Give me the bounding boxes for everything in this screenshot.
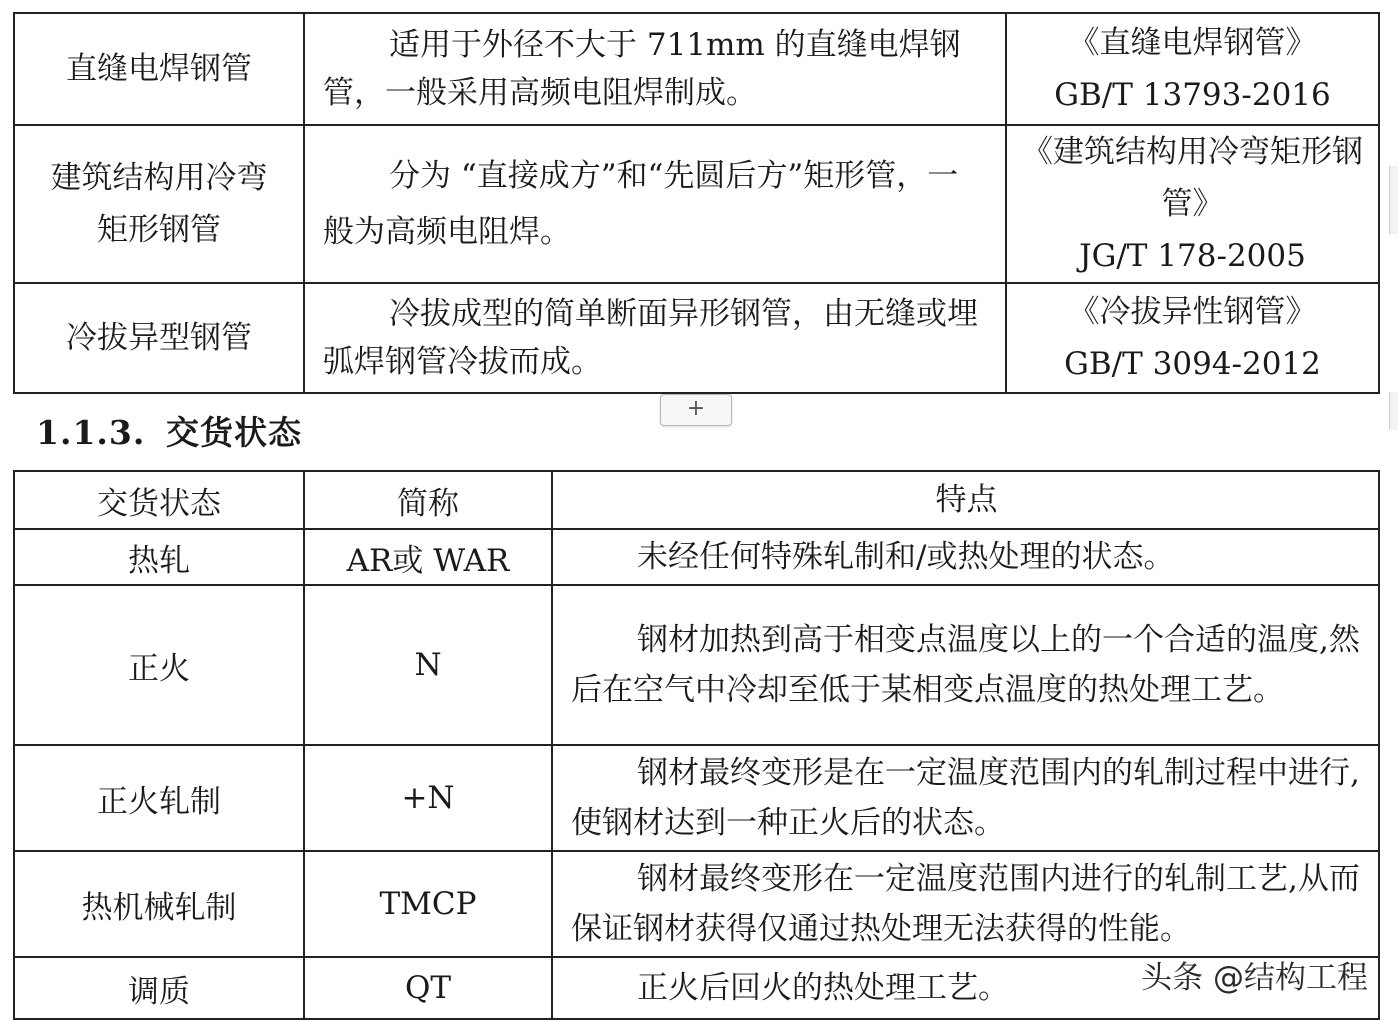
abbr-cell: QT — [304, 957, 552, 1019]
pipe-standard-cell — [1006, 125, 1379, 283]
standard-code: GB/T 13793-2016 — [1054, 77, 1331, 113]
feature-cell — [552, 745, 1379, 851]
standard-title: 《直缝电焊钢管》 — [1068, 25, 1317, 61]
pipe-standard-cell — [1006, 283, 1379, 393]
state-cell: 正火 — [14, 585, 304, 745]
pipe-name: 建筑结构用冷弯矩形钢管 — [50, 160, 268, 248]
feature-text: 钢材加热到高于相变点温度以上的一个合适的温度,然后在空气中冷却至低于某相变点温度的热处理工艺。 — [571, 622, 1360, 708]
feature-cell — [552, 851, 1379, 957]
abbr-cell: N — [304, 585, 552, 745]
feature-text: 未经任何特殊轧制和/或热处理的状态。 — [637, 539, 1175, 575]
pipe-desc: 冷拔成型的简单断面异形钢管，由无缝或埋弧焊钢管冷拔而成。 — [323, 296, 978, 380]
pipe-standard-cell — [1006, 13, 1379, 125]
table-header-row — [14, 471, 1379, 529]
column-header: 特点 — [552, 471, 1379, 529]
feature-cell — [552, 529, 1379, 585]
state-cell: 热机械轧制 — [14, 851, 304, 957]
pipe-desc: 适用于外径不大于 711mm 的直缝电焊钢管，一般采用高频电阻焊制成。 — [323, 27, 961, 111]
pipe-desc-cell — [304, 283, 1006, 393]
abbr-cell: +N — [304, 745, 552, 851]
feature-text: 钢材最终变形是在一定温度范围内的轧制过程中进行,使钢材达到一种正火后的状态。 — [571, 755, 1360, 841]
pipe-desc: 分为 “直接成方”和“先圆后方”矩形管，一般为高频电阻焊。 — [323, 158, 959, 250]
standard-title: 《冷拔异性钢管》 — [1068, 294, 1317, 330]
pipe-types-table — [13, 12, 1380, 394]
pipe-desc-cell — [304, 13, 1006, 125]
feature-text: 钢材最终变形在一定温度范围内进行的轧制工艺,从而保证钢材获得仅通过热处理无法获得的性能。 — [571, 861, 1360, 947]
state-cell: 热轧 — [14, 529, 304, 585]
state-cell: 正火轧制 — [14, 745, 304, 851]
pipe-name-cell — [14, 283, 304, 393]
watermark: 头条 @结构工程 — [1141, 960, 1368, 996]
plus-icon: + — [686, 396, 706, 421]
standard-code: GB/T 3094-2012 — [1064, 346, 1321, 382]
standard-code: JG/T 178-2005 — [1079, 238, 1306, 274]
pipe-name: 直缝电焊钢管 — [66, 51, 252, 87]
feature-text: 正火后回火的热处理工艺。 — [637, 970, 1009, 1006]
section-title: 交货状态 — [166, 413, 302, 452]
standard-title: 《建筑结构用冷弯矩形钢管》 — [1022, 134, 1363, 222]
table-row — [14, 745, 1379, 851]
add-row-button[interactable] — [660, 394, 732, 426]
table-row — [14, 851, 1379, 957]
table-row — [14, 585, 1379, 745]
pipe-desc-cell — [304, 125, 1006, 283]
scroll-handle[interactable] — [1389, 392, 1398, 430]
table-row — [14, 529, 1379, 585]
delivery-state-table — [13, 470, 1380, 1020]
pipe-name-cell — [14, 13, 304, 125]
abbr-cell: AR或 WAR — [304, 529, 552, 585]
state-cell: 调质 — [14, 957, 304, 1019]
section-heading — [36, 410, 302, 456]
table-row — [14, 125, 1379, 283]
column-header: 简称 — [304, 471, 552, 529]
pipe-name: 冷拔异型钢管 — [66, 320, 252, 356]
table-row — [14, 283, 1379, 393]
scroll-handle[interactable] — [1389, 166, 1398, 234]
column-header: 交货状态 — [14, 471, 304, 529]
abbr-cell: TMCP — [304, 851, 552, 957]
section-number: 1.1.3. — [36, 413, 146, 452]
feature-cell — [552, 585, 1379, 745]
table-row — [14, 13, 1379, 125]
pipe-name-cell — [14, 125, 304, 283]
